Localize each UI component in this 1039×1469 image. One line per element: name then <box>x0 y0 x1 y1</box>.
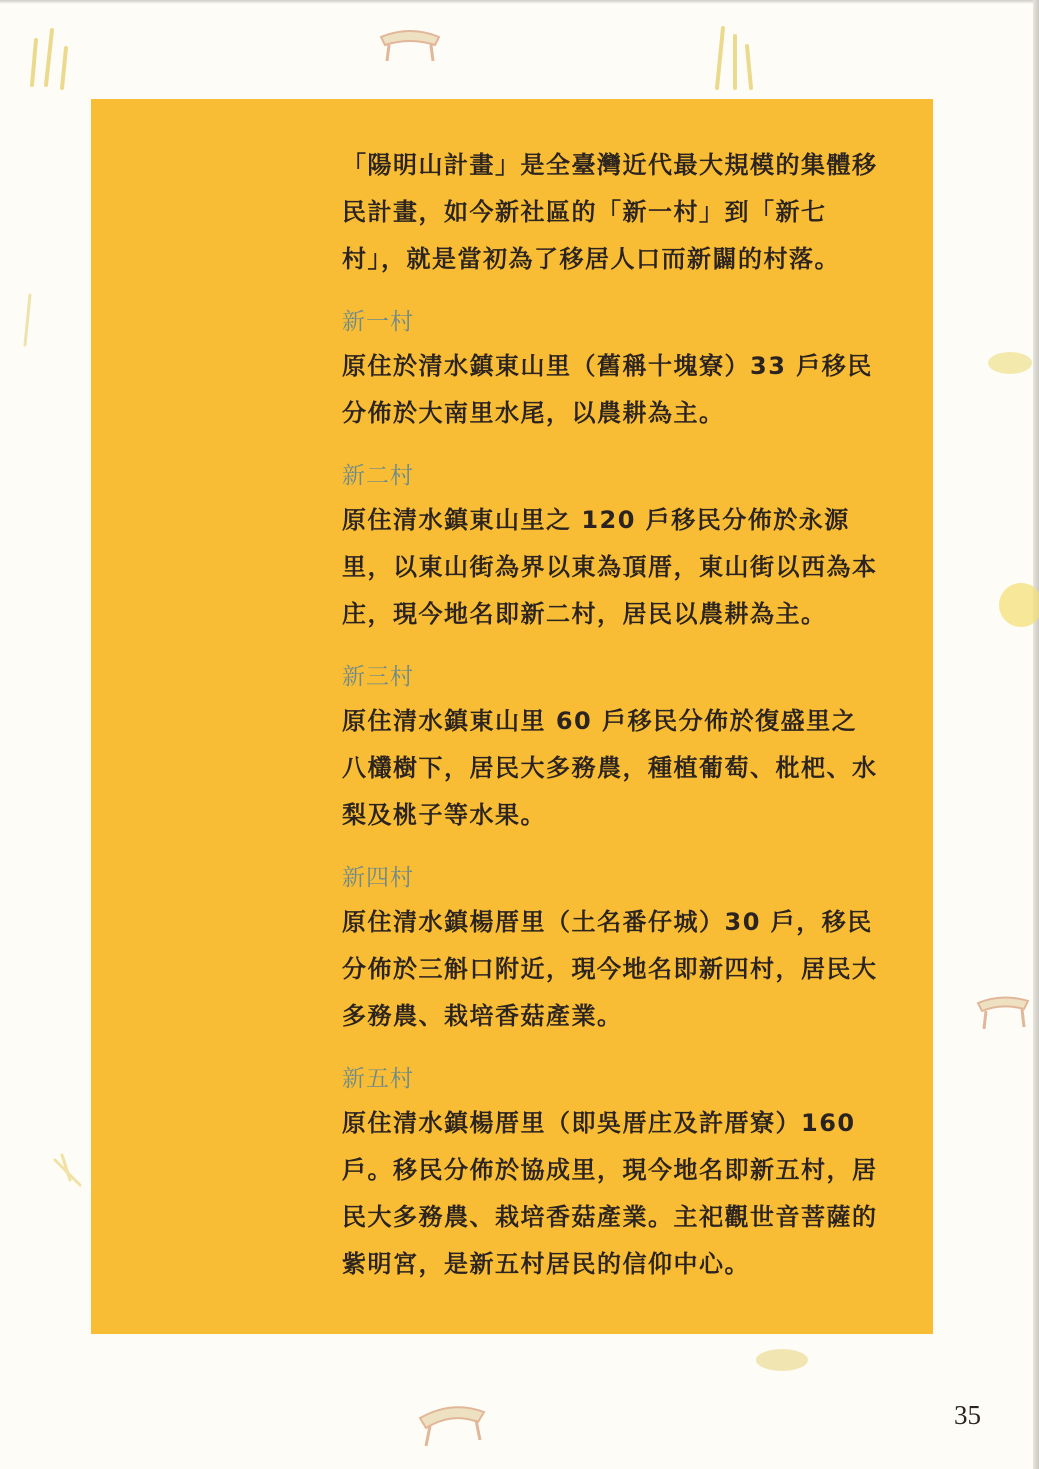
intro-paragraph: 「陽明山計畫」是全臺灣近代最大規模的集體移民計畫，如今新社區的「新一村」到「新七村」，就是當初為了移居人口而新闢的村落。 <box>342 151 878 273</box>
section-heading: 新四村 <box>342 865 414 891</box>
grass-doodle-top-right <box>705 16 765 91</box>
page-number: 35 <box>954 1400 981 1430</box>
section-heading: 新二村 <box>342 463 414 489</box>
page-top-edge <box>0 0 1039 4</box>
section-body: 原住於清水鎮東山里（舊稱十塊寮）33 戶移民分佈於大南里水尾，以農耕為主。 <box>342 352 873 427</box>
section-village-4 <box>342 856 882 1040</box>
flower-doodle-right-middle <box>995 575 1039 635</box>
bench-doodle-top <box>375 15 445 65</box>
section-heading: 新一村 <box>342 309 414 335</box>
page-right-edge <box>1033 0 1039 1469</box>
section-body: 原住清水鎮楊厝里（土名番仔城）30 戶，移民分佈於三斛口附近，現今地名即新四村，居民大多務農、栽培香菇產業。 <box>342 908 878 1030</box>
article-text <box>342 142 882 1288</box>
section-body: 原住清水鎮楊厝里（即吳厝庄及許厝寮）160 戶。移民分佈於協成里，現今地名即新五村，居民大多務農、栽培香菇產業。主祀觀世音菩薩的紫明宮，是新五村居民的信仰中心。 <box>342 1109 878 1278</box>
grass-doodle-left-lower <box>50 1150 90 1190</box>
section-village-1 <box>342 300 882 437</box>
grass-doodle-left <box>10 290 40 350</box>
flower-doodle-right-upper <box>985 348 1035 378</box>
grass-doodle-top-left <box>22 20 82 90</box>
section-village-3 <box>342 655 882 839</box>
section-body: 原住清水鎮東山里之 120 戶移民分佈於永源里，以東山街為界以東為頂厝，東山街以西為本庄，現今地名即新二村，居民以農耕為主。 <box>342 506 878 628</box>
bench-doodle-right <box>972 985 1032 1035</box>
section-heading: 新三村 <box>342 664 414 690</box>
flower-doodle-bottom <box>752 1345 812 1375</box>
section-village-5 <box>342 1057 882 1288</box>
section-body: 原住清水鎮東山里 60 戶移民分佈於復盛里之八欉樹下，居民大多務農，種植葡萄、枇杷、水梨及桃子等水果。 <box>342 707 878 829</box>
section-heading: 新五村 <box>342 1066 414 1092</box>
bench-doodle-bottom <box>412 1388 492 1448</box>
section-village-2 <box>342 454 882 638</box>
